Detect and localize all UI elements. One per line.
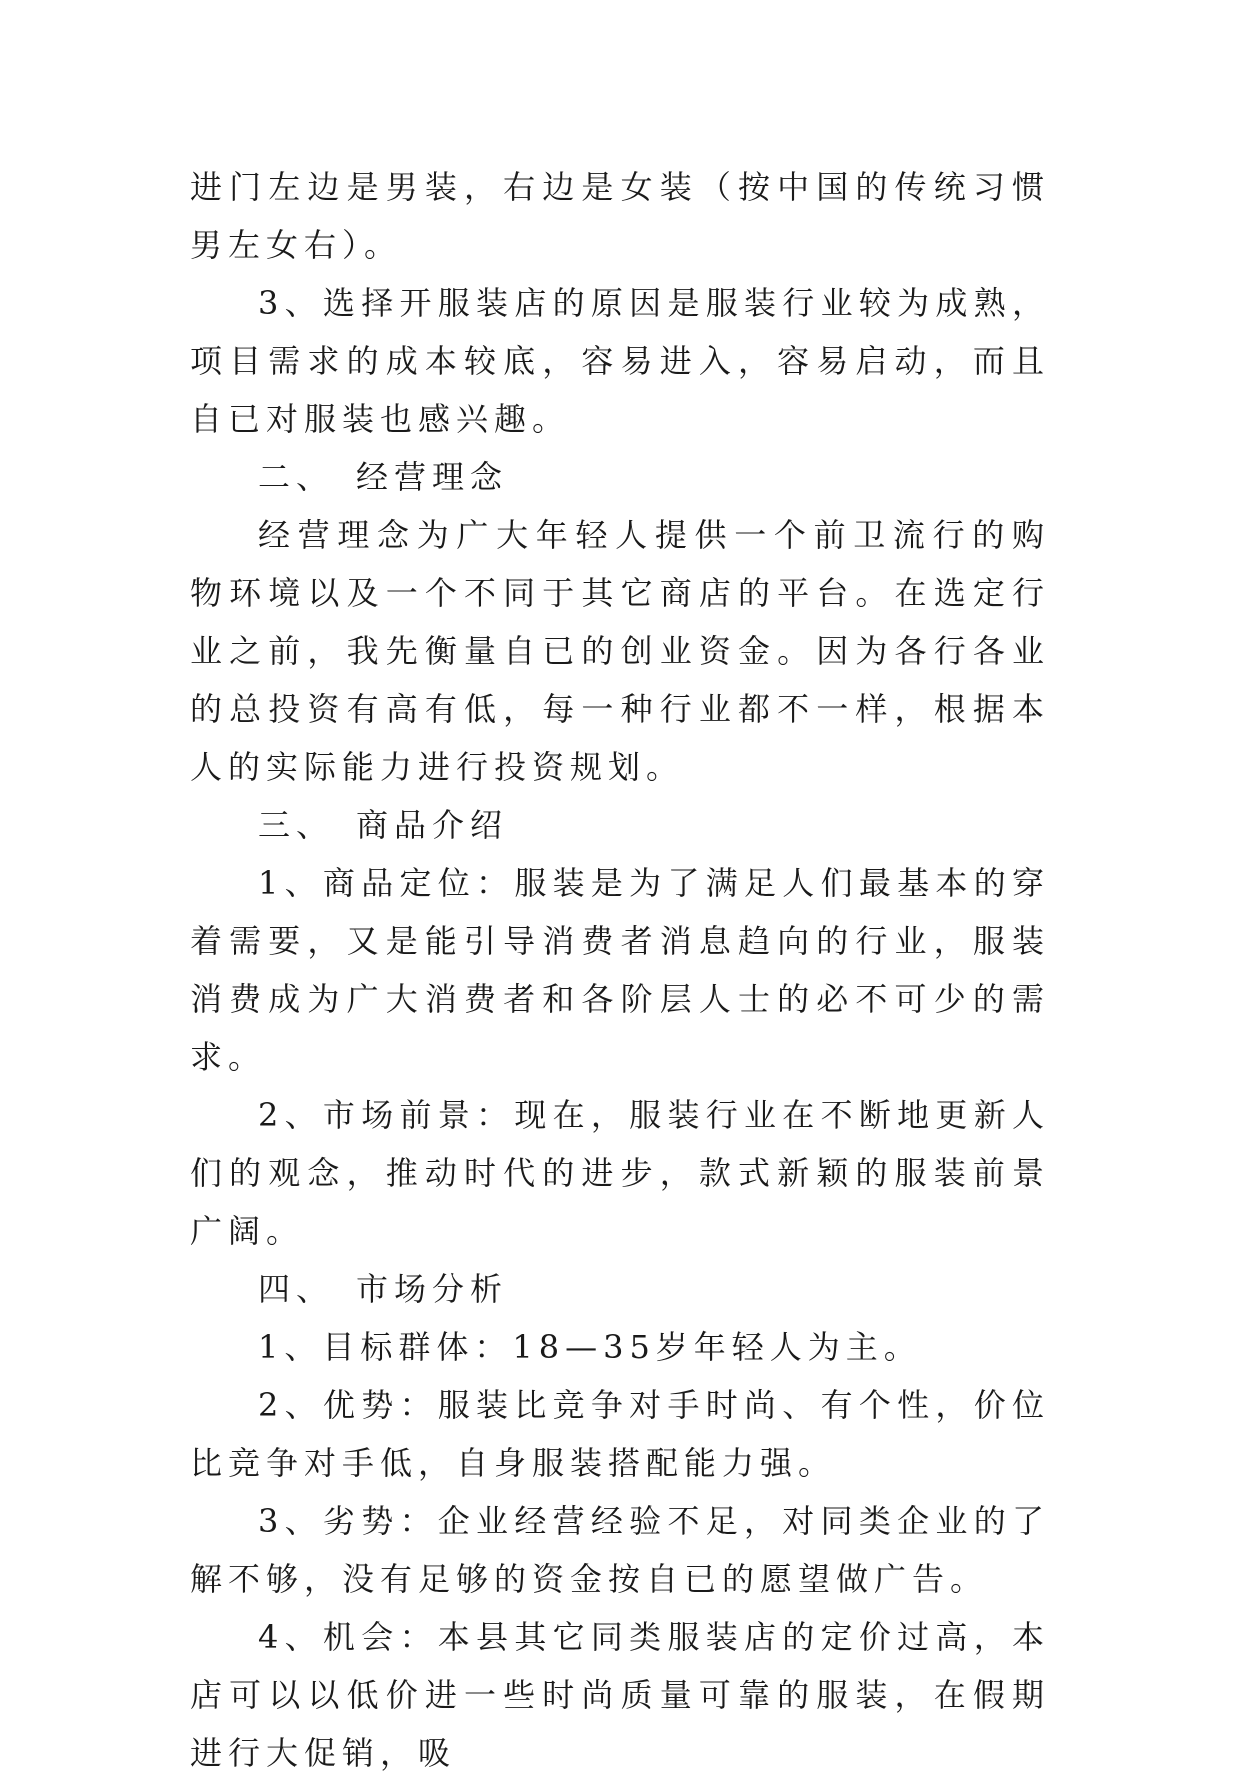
paragraph-opportunities: 4、机会：本县其它同类服装店的定价过高，本店可以以低价进一些时尚质量可靠的服装，在假期进行大促销，吸 [190,1618,1050,1772]
section-heading-market-analysis: 四、 市场分析 [258,1270,509,1308]
paragraph-product-positioning: 1、商品定位：服装是为了满足人们最基本的穿着需要，又是能引导消费者消息趋向的行业，服装消费成为广大消费者和各阶层人士的必不可少的需求。 [190,864,1050,1076]
paragraph-strengths: 2、优势：服装比竞争对手时尚、有个性，价位比竞争对手低，自身服装搭配能力强。 [190,1386,1050,1482]
document-body [190,158,1050,1782]
paragraph-target-group: 1、目标群体：18—35岁年轻人为主。 [258,1328,922,1366]
paragraph-philosophy: 经营理念为广大年轻人提供一个前卫流行的购物环境以及一个不同于其它商店的平台。在选定行业之前，我先衡量自已的创业资金。因为各行各业的总投资有高有低，每一种行业都不一样，根据本人的实际能力进行投资规划。 [190,516,1050,786]
paragraph-market-outlook: 2、市场前景：现在，服装行业在不断地更新人们的观念，推动时代的进步，款式新颖的服装前景广阔。 [190,1096,1050,1250]
paragraph-weaknesses: 3、劣势：企业经营经验不足，对同类企业的了解不够，没有足够的资金按自已的愿望做广告。 [190,1502,1050,1598]
section-heading-products: 三、 商品介绍 [258,806,509,844]
paragraph-continued-layout: 进门左边是男装，右边是女装（按中国的传统习惯男左女右）。 [190,168,1050,264]
paragraph-reason: 3、选择开服装店的原因是服装行业较为成熟，项目需求的成本较底，容易进入，容易启动，而且自已对服装也感兴趣。 [190,284,1050,438]
section-heading-philosophy: 二、 经营理念 [258,458,509,496]
